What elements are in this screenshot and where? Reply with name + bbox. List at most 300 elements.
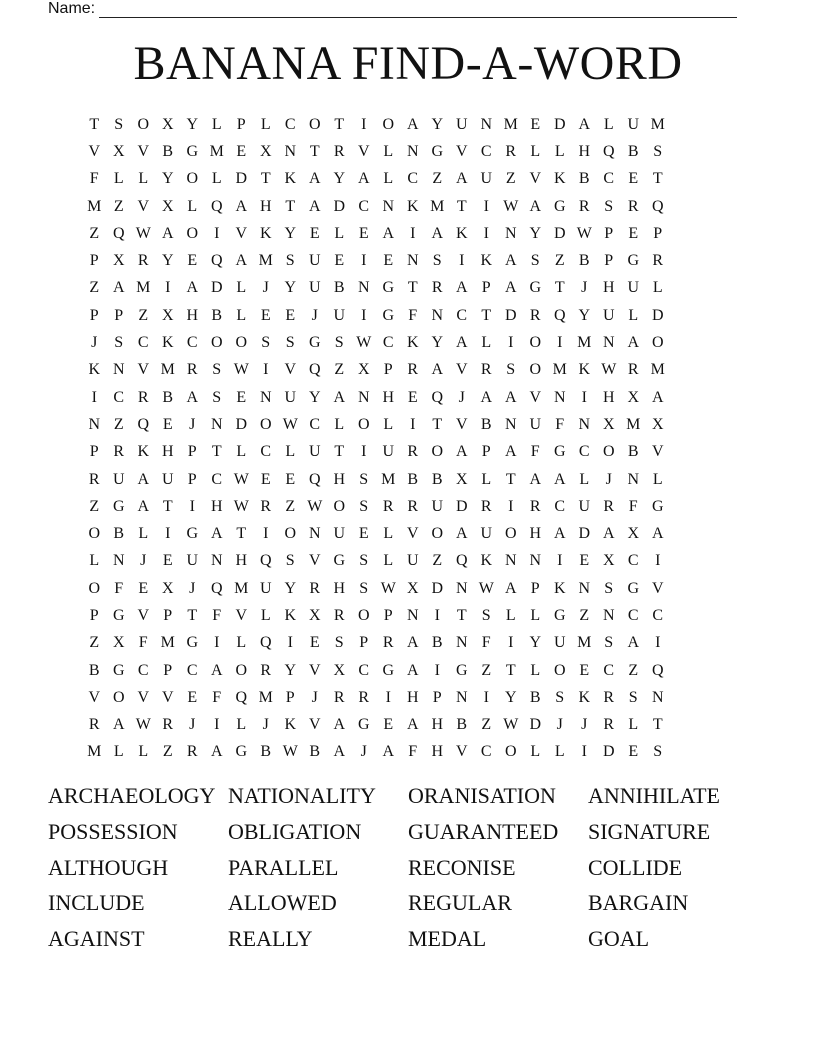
- grid-cell[interactable]: J: [189, 415, 196, 433]
- grid-cell[interactable]: N: [578, 415, 591, 433]
- grid-cell[interactable]: O: [88, 525, 101, 543]
- grid-cell[interactable]: T: [505, 661, 516, 679]
- grid-cell[interactable]: L: [383, 170, 394, 188]
- grid-cell[interactable]: M: [87, 743, 102, 761]
- grid-cell[interactable]: A: [529, 197, 542, 215]
- grid-cell[interactable]: A: [553, 470, 566, 488]
- grid-cell[interactable]: I: [91, 388, 97, 406]
- grid-cell[interactable]: K: [480, 552, 493, 570]
- grid-cell[interactable]: C: [652, 606, 664, 624]
- grid-cell[interactable]: U: [308, 252, 321, 270]
- grid-cell[interactable]: E: [162, 552, 173, 570]
- grid-cell[interactable]: O: [112, 688, 125, 706]
- grid-cell[interactable]: M: [650, 361, 665, 379]
- grid-cell[interactable]: L: [138, 525, 149, 543]
- grid-cell[interactable]: N: [88, 415, 101, 433]
- grid-cell[interactable]: S: [114, 115, 124, 133]
- grid-cell[interactable]: D: [529, 716, 542, 734]
- grid-cell[interactable]: E: [358, 224, 369, 242]
- grid-cell[interactable]: G: [627, 579, 640, 597]
- grid-cell[interactable]: O: [602, 443, 615, 461]
- grid-cell[interactable]: L: [260, 115, 271, 133]
- grid-cell[interactable]: F: [530, 443, 540, 461]
- grid-cell[interactable]: R: [113, 443, 125, 461]
- grid-cell[interactable]: U: [602, 306, 615, 324]
- grid-cell[interactable]: X: [333, 661, 346, 679]
- letter-grid[interactable]: [82, 111, 742, 766]
- grid-cell[interactable]: H: [406, 688, 419, 706]
- grid-cell[interactable]: A: [406, 634, 419, 652]
- grid-cell[interactable]: W: [503, 197, 519, 215]
- grid-cell[interactable]: A: [431, 224, 444, 242]
- grid-cell[interactable]: D: [210, 279, 223, 297]
- grid-cell[interactable]: B: [333, 279, 345, 297]
- grid-cell[interactable]: J: [556, 716, 563, 734]
- grid-cell[interactable]: T: [456, 606, 467, 624]
- grid-cell[interactable]: I: [581, 743, 587, 761]
- grid-cell[interactable]: O: [235, 661, 248, 679]
- grid-cell[interactable]: Z: [481, 716, 492, 734]
- grid-cell[interactable]: J: [262, 279, 269, 297]
- grid-cell[interactable]: X: [602, 552, 615, 570]
- grid-cell[interactable]: T: [285, 197, 296, 215]
- grid-cell[interactable]: H: [333, 470, 346, 488]
- grid-cell[interactable]: A: [161, 224, 174, 242]
- grid-cell[interactable]: K: [259, 224, 272, 242]
- grid-cell[interactable]: B: [431, 470, 443, 488]
- grid-cell[interactable]: S: [481, 606, 491, 624]
- grid-cell[interactable]: Q: [308, 470, 321, 488]
- grid-cell[interactable]: P: [653, 224, 663, 242]
- grid-cell[interactable]: I: [263, 525, 269, 543]
- grid-cell[interactable]: Y: [284, 579, 297, 597]
- grid-cell[interactable]: S: [114, 334, 124, 352]
- grid-cell[interactable]: Z: [138, 306, 149, 324]
- grid-cell[interactable]: Z: [162, 743, 173, 761]
- grid-cell[interactable]: G: [553, 197, 566, 215]
- grid-cell[interactable]: X: [455, 470, 468, 488]
- grid-cell[interactable]: Y: [161, 170, 174, 188]
- grid-cell[interactable]: B: [211, 306, 223, 324]
- grid-cell[interactable]: I: [410, 415, 416, 433]
- grid-cell[interactable]: N: [455, 634, 468, 652]
- grid-cell[interactable]: S: [212, 361, 222, 379]
- grid-cell[interactable]: R: [578, 197, 590, 215]
- grid-cell[interactable]: V: [529, 388, 542, 406]
- grid-cell[interactable]: E: [407, 388, 418, 406]
- grid-cell[interactable]: W: [233, 361, 249, 379]
- grid-cell[interactable]: U: [112, 470, 125, 488]
- grid-cell[interactable]: N: [210, 415, 223, 433]
- grid-cell[interactable]: M: [650, 115, 665, 133]
- grid-cell[interactable]: K: [161, 334, 174, 352]
- grid-cell[interactable]: F: [114, 579, 124, 597]
- grid-cell[interactable]: E: [187, 688, 198, 706]
- grid-cell[interactable]: C: [186, 334, 198, 352]
- grid-cell[interactable]: U: [480, 525, 493, 543]
- grid-cell[interactable]: L: [236, 634, 247, 652]
- grid-cell[interactable]: F: [628, 497, 638, 515]
- grid-cell[interactable]: S: [604, 579, 614, 597]
- grid-cell[interactable]: E: [579, 552, 590, 570]
- grid-cell[interactable]: E: [383, 716, 394, 734]
- grid-cell[interactable]: A: [431, 361, 444, 379]
- grid-cell[interactable]: E: [358, 525, 369, 543]
- grid-cell[interactable]: Q: [112, 224, 125, 242]
- grid-cell[interactable]: N: [455, 688, 468, 706]
- grid-cell[interactable]: L: [481, 334, 492, 352]
- grid-cell[interactable]: A: [406, 115, 419, 133]
- grid-cell[interactable]: K: [578, 688, 591, 706]
- grid-cell[interactable]: U: [186, 552, 199, 570]
- grid-cell[interactable]: N: [602, 606, 615, 624]
- grid-cell[interactable]: S: [506, 361, 516, 379]
- grid-cell[interactable]: M: [160, 634, 175, 652]
- grid-cell[interactable]: N: [357, 279, 370, 297]
- grid-cell[interactable]: I: [434, 606, 440, 624]
- grid-cell[interactable]: C: [407, 170, 419, 188]
- grid-cell[interactable]: H: [529, 525, 542, 543]
- grid-cell[interactable]: I: [655, 634, 661, 652]
- grid-cell[interactable]: V: [137, 688, 150, 706]
- grid-cell[interactable]: R: [382, 497, 394, 515]
- grid-cell[interactable]: S: [359, 579, 369, 597]
- grid-cell[interactable]: U: [627, 115, 640, 133]
- grid-cell[interactable]: J: [262, 716, 269, 734]
- grid-cell[interactable]: V: [284, 361, 297, 379]
- grid-cell[interactable]: V: [651, 443, 664, 461]
- grid-cell[interactable]: I: [483, 197, 489, 215]
- grid-cell[interactable]: A: [357, 170, 370, 188]
- grid-cell[interactable]: A: [602, 525, 615, 543]
- grid-cell[interactable]: O: [357, 606, 370, 624]
- grid-cell[interactable]: N: [504, 552, 517, 570]
- grid-cell[interactable]: U: [406, 552, 419, 570]
- grid-cell[interactable]: L: [603, 115, 614, 133]
- grid-cell[interactable]: W: [282, 743, 298, 761]
- grid-cell[interactable]: A: [406, 716, 419, 734]
- grid-cell[interactable]: N: [406, 252, 419, 270]
- grid-cell[interactable]: U: [480, 170, 493, 188]
- grid-cell[interactable]: C: [137, 661, 149, 679]
- grid-cell[interactable]: X: [161, 579, 174, 597]
- grid-cell[interactable]: G: [382, 661, 395, 679]
- grid-cell[interactable]: Q: [431, 388, 444, 406]
- grid-cell[interactable]: D: [553, 224, 566, 242]
- grid-cell[interactable]: K: [284, 606, 297, 624]
- grid-cell[interactable]: C: [113, 388, 125, 406]
- grid-cell[interactable]: I: [508, 497, 514, 515]
- grid-cell[interactable]: X: [406, 579, 419, 597]
- grid-cell[interactable]: Z: [505, 170, 516, 188]
- grid-cell[interactable]: D: [602, 743, 615, 761]
- grid-cell[interactable]: N: [602, 334, 615, 352]
- grid-cell[interactable]: G: [357, 716, 370, 734]
- grid-cell[interactable]: R: [137, 252, 149, 270]
- grid-cell[interactable]: N: [112, 361, 125, 379]
- grid-cell[interactable]: X: [112, 634, 125, 652]
- grid-cell[interactable]: A: [504, 443, 517, 461]
- grid-cell[interactable]: S: [285, 334, 295, 352]
- grid-cell[interactable]: O: [235, 334, 248, 352]
- grid-cell[interactable]: L: [530, 142, 541, 160]
- grid-cell[interactable]: O: [504, 743, 517, 761]
- grid-cell[interactable]: R: [603, 716, 615, 734]
- grid-cell[interactable]: B: [113, 525, 125, 543]
- grid-cell[interactable]: L: [236, 443, 247, 461]
- grid-cell[interactable]: P: [604, 252, 614, 270]
- grid-cell[interactable]: Y: [529, 224, 542, 242]
- grid-cell[interactable]: I: [434, 661, 440, 679]
- grid-cell[interactable]: C: [211, 470, 223, 488]
- grid-cell[interactable]: Y: [578, 306, 591, 324]
- grid-cell[interactable]: E: [260, 306, 271, 324]
- grid-cell[interactable]: R: [137, 388, 149, 406]
- grid-cell[interactable]: O: [210, 334, 223, 352]
- grid-cell[interactable]: X: [627, 525, 640, 543]
- grid-cell[interactable]: C: [260, 443, 272, 461]
- grid-cell[interactable]: T: [652, 170, 663, 188]
- grid-cell[interactable]: P: [236, 115, 246, 133]
- grid-cell[interactable]: A: [112, 279, 125, 297]
- grid-cell[interactable]: X: [161, 306, 174, 324]
- grid-cell[interactable]: T: [89, 115, 100, 133]
- grid-cell[interactable]: F: [138, 634, 148, 652]
- grid-cell[interactable]: B: [480, 415, 492, 433]
- grid-cell[interactable]: U: [284, 388, 297, 406]
- grid-cell[interactable]: O: [382, 115, 395, 133]
- grid-cell[interactable]: O: [504, 525, 517, 543]
- grid-cell[interactable]: H: [333, 579, 346, 597]
- grid-cell[interactable]: R: [186, 361, 198, 379]
- grid-cell[interactable]: H: [602, 279, 615, 297]
- grid-cell[interactable]: S: [653, 743, 663, 761]
- grid-cell[interactable]: P: [89, 306, 99, 324]
- grid-cell[interactable]: M: [626, 415, 641, 433]
- grid-cell[interactable]: A: [235, 252, 248, 270]
- grid-cell[interactable]: L: [113, 170, 124, 188]
- grid-cell[interactable]: I: [165, 525, 171, 543]
- grid-cell[interactable]: S: [555, 688, 565, 706]
- grid-cell[interactable]: F: [212, 606, 222, 624]
- grid-cell[interactable]: K: [553, 170, 566, 188]
- grid-cell[interactable]: P: [89, 606, 99, 624]
- grid-cell[interactable]: Z: [113, 197, 124, 215]
- grid-cell[interactable]: Y: [504, 688, 517, 706]
- grid-cell[interactable]: A: [406, 661, 419, 679]
- grid-cell[interactable]: L: [113, 743, 124, 761]
- grid-cell[interactable]: M: [430, 197, 445, 215]
- grid-cell[interactable]: V: [308, 716, 321, 734]
- grid-cell[interactable]: G: [112, 661, 125, 679]
- grid-cell[interactable]: L: [579, 470, 590, 488]
- grid-cell[interactable]: P: [432, 688, 442, 706]
- grid-cell[interactable]: L: [530, 661, 541, 679]
- grid-cell[interactable]: U: [333, 525, 346, 543]
- grid-cell[interactable]: B: [627, 142, 639, 160]
- grid-cell[interactable]: A: [504, 388, 517, 406]
- grid-cell[interactable]: B: [162, 388, 174, 406]
- grid-cell[interactable]: O: [259, 415, 272, 433]
- grid-cell[interactable]: L: [260, 606, 271, 624]
- grid-cell[interactable]: D: [504, 306, 517, 324]
- grid-cell[interactable]: Q: [553, 306, 566, 324]
- grid-cell[interactable]: T: [432, 415, 443, 433]
- grid-cell[interactable]: V: [161, 688, 174, 706]
- grid-cell[interactable]: W: [233, 470, 249, 488]
- grid-cell[interactable]: O: [529, 361, 542, 379]
- grid-cell[interactable]: S: [334, 334, 344, 352]
- grid-cell[interactable]: V: [137, 361, 150, 379]
- grid-cell[interactable]: J: [360, 743, 367, 761]
- grid-cell[interactable]: I: [361, 443, 367, 461]
- grid-cell[interactable]: Q: [308, 361, 321, 379]
- grid-cell[interactable]: A: [382, 743, 395, 761]
- grid-cell[interactable]: Y: [431, 334, 444, 352]
- grid-cell[interactable]: U: [333, 306, 346, 324]
- grid-cell[interactable]: S: [334, 634, 344, 652]
- grid-cell[interactable]: X: [602, 415, 615, 433]
- grid-cell[interactable]: A: [455, 170, 468, 188]
- grid-cell[interactable]: R: [505, 142, 517, 160]
- grid-cell[interactable]: S: [212, 388, 222, 406]
- grid-cell[interactable]: X: [357, 361, 370, 379]
- grid-cell[interactable]: B: [578, 252, 590, 270]
- grid-cell[interactable]: D: [553, 115, 566, 133]
- grid-cell[interactable]: U: [529, 415, 542, 433]
- grid-cell[interactable]: R: [627, 197, 639, 215]
- grid-cell[interactable]: R: [333, 606, 345, 624]
- grid-cell[interactable]: L: [530, 606, 541, 624]
- grid-cell[interactable]: P: [383, 606, 393, 624]
- grid-cell[interactable]: O: [137, 115, 150, 133]
- grid-cell[interactable]: A: [137, 470, 150, 488]
- grid-cell[interactable]: O: [357, 415, 370, 433]
- grid-cell[interactable]: U: [161, 470, 174, 488]
- grid-cell[interactable]: W: [576, 224, 592, 242]
- grid-cell[interactable]: A: [112, 716, 125, 734]
- grid-cell[interactable]: Y: [431, 115, 444, 133]
- grid-cell[interactable]: M: [209, 142, 224, 160]
- grid-cell[interactable]: C: [480, 142, 492, 160]
- grid-cell[interactable]: T: [554, 279, 565, 297]
- grid-cell[interactable]: I: [263, 361, 269, 379]
- grid-cell[interactable]: K: [284, 716, 297, 734]
- grid-cell[interactable]: E: [309, 224, 320, 242]
- grid-cell[interactable]: H: [161, 443, 174, 461]
- grid-cell[interactable]: A: [627, 634, 640, 652]
- grid-cell[interactable]: O: [284, 525, 297, 543]
- grid-cell[interactable]: B: [260, 743, 272, 761]
- grid-cell[interactable]: G: [627, 252, 640, 270]
- grid-cell[interactable]: S: [285, 252, 295, 270]
- grid-cell[interactable]: V: [88, 688, 101, 706]
- grid-cell[interactable]: X: [308, 606, 321, 624]
- grid-cell[interactable]: O: [333, 497, 346, 515]
- grid-cell[interactable]: V: [88, 142, 101, 160]
- grid-cell[interactable]: C: [554, 497, 566, 515]
- grid-cell[interactable]: V: [529, 170, 542, 188]
- grid-cell[interactable]: I: [165, 279, 171, 297]
- grid-cell[interactable]: I: [557, 552, 563, 570]
- grid-cell[interactable]: P: [481, 279, 491, 297]
- grid-cell[interactable]: A: [578, 115, 591, 133]
- grid-cell[interactable]: R: [260, 497, 272, 515]
- grid-cell[interactable]: K: [480, 252, 493, 270]
- grid-cell[interactable]: B: [407, 470, 419, 488]
- grid-cell[interactable]: N: [431, 306, 444, 324]
- grid-cell[interactable]: R: [260, 661, 272, 679]
- grid-cell[interactable]: K: [553, 579, 566, 597]
- grid-cell[interactable]: H: [382, 388, 395, 406]
- grid-cell[interactable]: I: [287, 634, 293, 652]
- grid-cell[interactable]: U: [308, 279, 321, 297]
- grid-cell[interactable]: M: [234, 579, 249, 597]
- grid-cell[interactable]: J: [189, 716, 196, 734]
- grid-cell[interactable]: A: [382, 224, 395, 242]
- grid-cell[interactable]: U: [431, 497, 444, 515]
- grid-cell[interactable]: O: [186, 170, 199, 188]
- grid-cell[interactable]: L: [334, 224, 345, 242]
- grid-cell[interactable]: Z: [628, 661, 639, 679]
- grid-cell[interactable]: B: [529, 688, 541, 706]
- grid-cell[interactable]: Q: [651, 197, 664, 215]
- grid-cell[interactable]: J: [605, 470, 612, 488]
- grid-cell[interactable]: R: [186, 743, 198, 761]
- grid-cell[interactable]: B: [309, 743, 321, 761]
- grid-cell[interactable]: T: [211, 443, 222, 461]
- grid-cell[interactable]: I: [581, 388, 587, 406]
- grid-cell[interactable]: A: [210, 743, 223, 761]
- grid-cell[interactable]: G: [529, 279, 542, 297]
- grid-cell[interactable]: K: [284, 170, 297, 188]
- grid-cell[interactable]: W: [356, 334, 372, 352]
- grid-cell[interactable]: C: [456, 306, 468, 324]
- grid-cell[interactable]: D: [235, 170, 248, 188]
- grid-cell[interactable]: I: [361, 115, 367, 133]
- grid-cell[interactable]: V: [137, 197, 150, 215]
- grid-cell[interactable]: A: [210, 525, 223, 543]
- grid-cell[interactable]: A: [504, 279, 517, 297]
- grid-cell[interactable]: I: [361, 252, 367, 270]
- grid-cell[interactable]: B: [88, 661, 100, 679]
- grid-cell[interactable]: O: [186, 224, 199, 242]
- grid-cell[interactable]: R: [333, 142, 345, 160]
- grid-cell[interactable]: A: [504, 252, 517, 270]
- grid-cell[interactable]: D: [235, 415, 248, 433]
- grid-cell[interactable]: C: [627, 606, 639, 624]
- grid-cell[interactable]: R: [407, 443, 419, 461]
- grid-cell[interactable]: A: [553, 525, 566, 543]
- grid-cell[interactable]: A: [480, 388, 493, 406]
- grid-cell[interactable]: G: [651, 497, 664, 515]
- grid-cell[interactable]: Z: [432, 552, 443, 570]
- grid-cell[interactable]: L: [554, 743, 565, 761]
- grid-cell[interactable]: L: [138, 743, 149, 761]
- grid-cell[interactable]: V: [455, 743, 468, 761]
- grid-cell[interactable]: K: [88, 361, 101, 379]
- grid-cell[interactable]: G: [186, 142, 199, 160]
- grid-cell[interactable]: O: [308, 115, 321, 133]
- grid-cell[interactable]: G: [382, 279, 395, 297]
- grid-cell[interactable]: I: [508, 634, 514, 652]
- grid-cell[interactable]: T: [334, 115, 345, 133]
- grid-cell[interactable]: S: [628, 688, 638, 706]
- grid-cell[interactable]: V: [235, 606, 248, 624]
- grid-cell[interactable]: L: [383, 552, 394, 570]
- grid-cell[interactable]: Y: [529, 634, 542, 652]
- grid-cell[interactable]: E: [236, 142, 247, 160]
